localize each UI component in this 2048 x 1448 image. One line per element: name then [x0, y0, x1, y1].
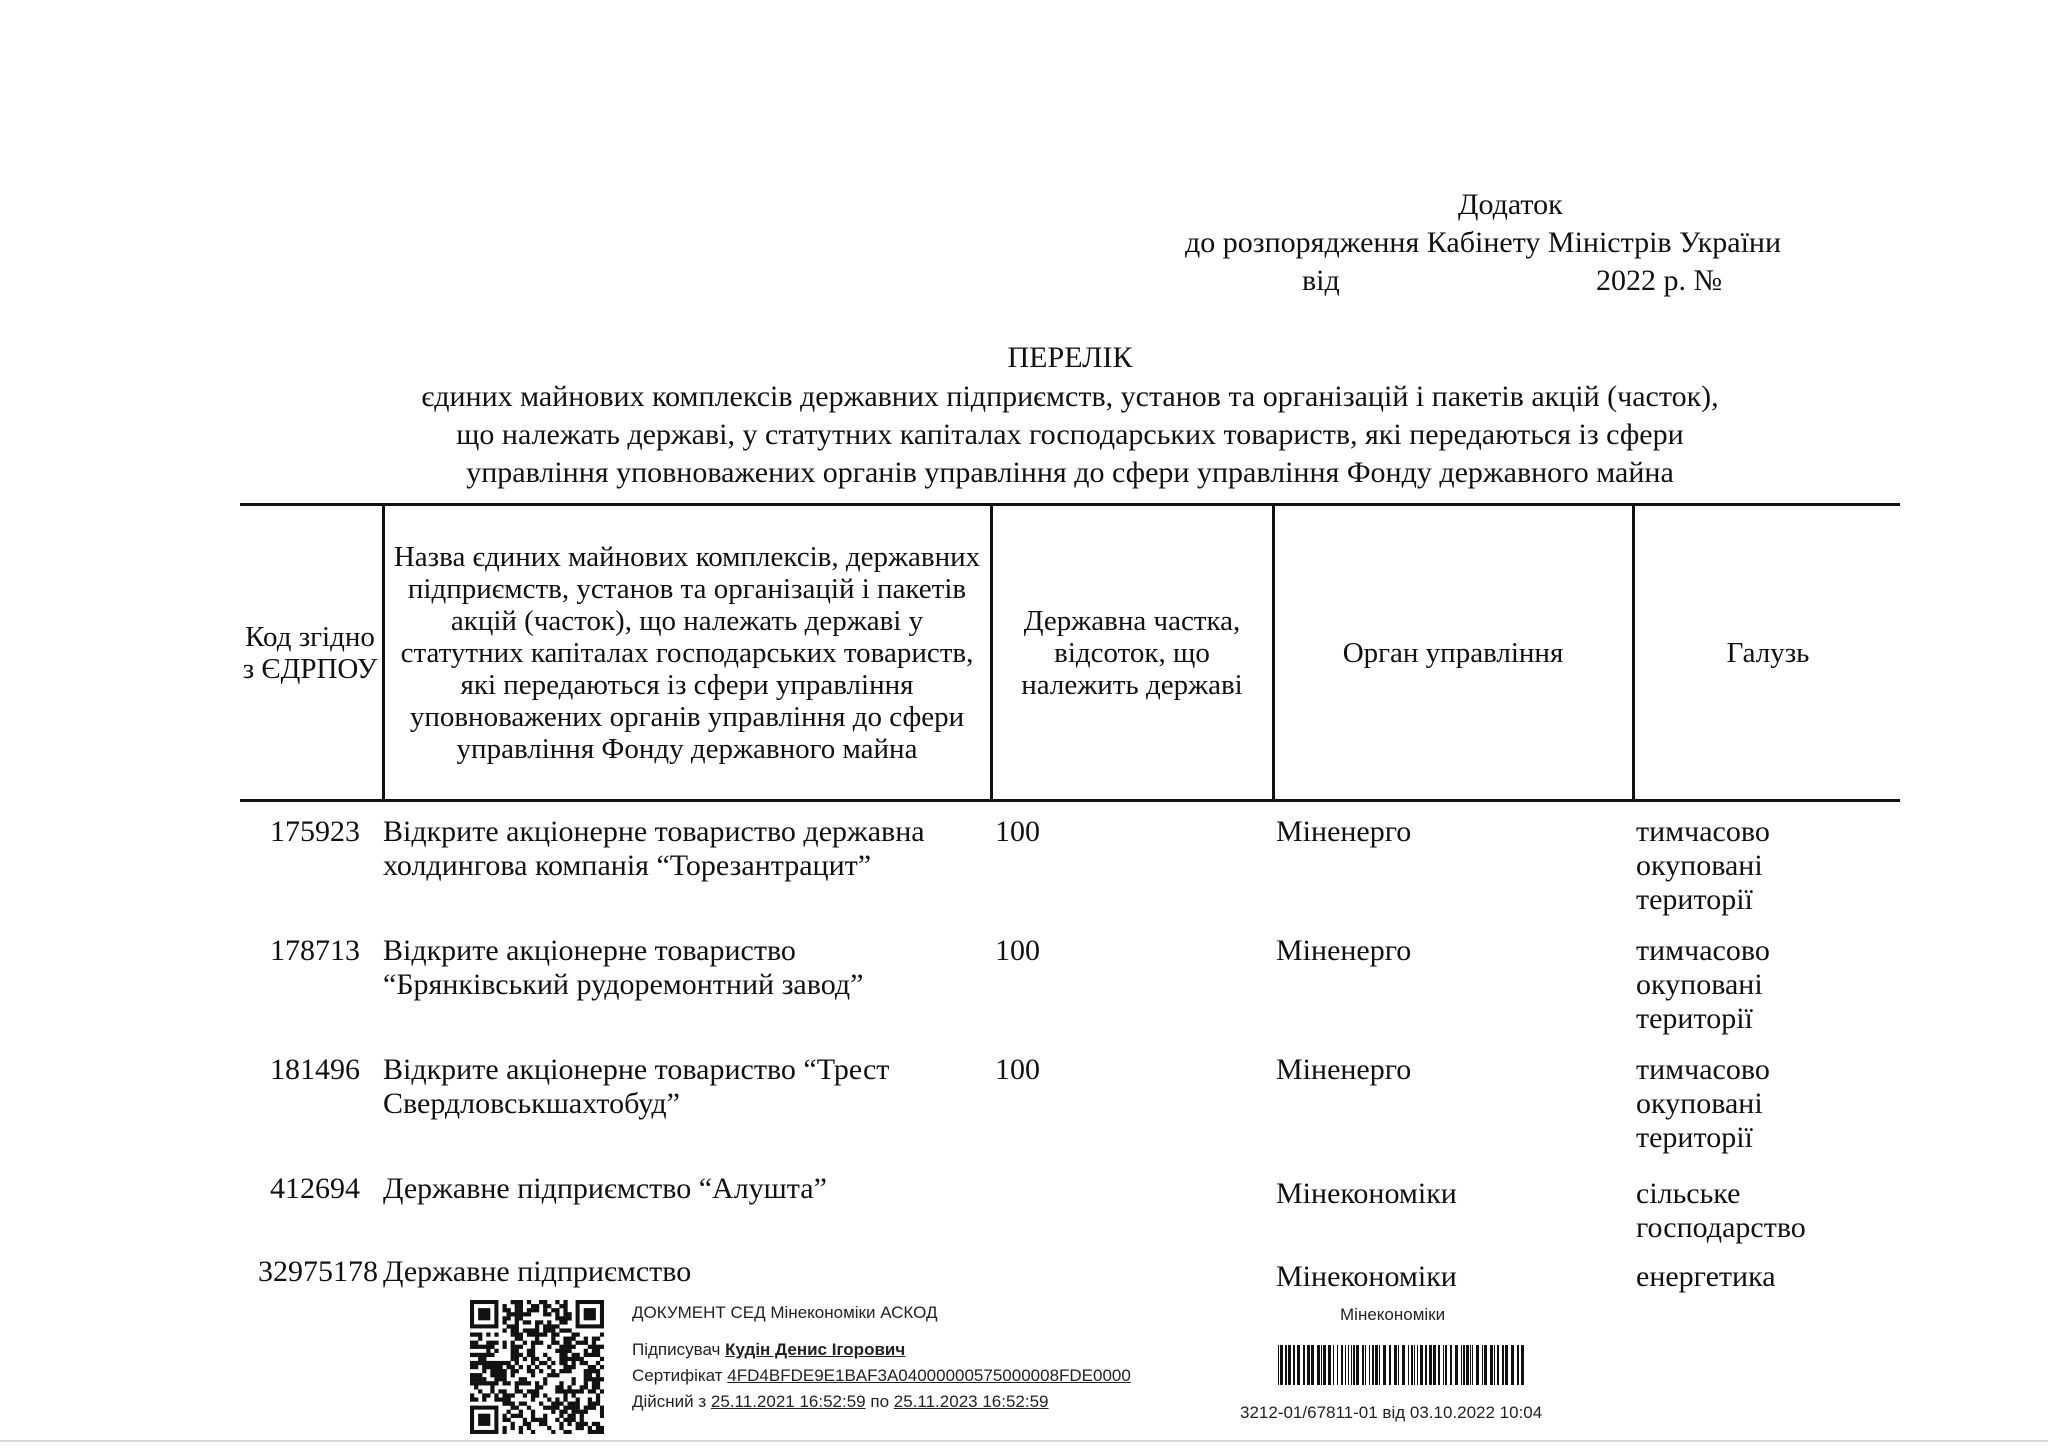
qr-code-icon [470, 1300, 604, 1434]
row-1-industry: тимчасово окуповані території [1636, 815, 1770, 916]
stamp-validity: Дійсний з 25.11.2021 16:52:59 по 25.11.2023 16:52:59 [632, 1392, 1049, 1411]
list-title: ПЕРЕЛІК [1007, 341, 1133, 374]
list-subtitle-line-1: єдиних майнових комплексів державних підприємств, установ та організацій і пакетів акцій (часток), [421, 380, 1719, 413]
header-authority: Орган управління [1342, 637, 1564, 669]
header-industry: Галузь [1726, 637, 1810, 669]
row-4-authority: Мінекономіки [1276, 1177, 1457, 1210]
row-1-name: Відкрите акціонерне товариство державна холдингова компанія “Торезантрацит” [383, 815, 925, 882]
scan-edge-line [0, 1440, 2048, 1442]
row-3-authority: Міненерго [1276, 1053, 1412, 1086]
certificate-number: 4FD4BFDE9E1BAF3A04000000575000008FDE0000 [727, 1366, 1131, 1385]
stamp-certificate: Сертифікат 4FD4BFDE9E1BAF3A04000000575000008FDE0000 [632, 1366, 1131, 1385]
row-2-authority: Міненерго [1276, 934, 1412, 967]
valid-to: 25.11.2023 16:52:59 [893, 1392, 1049, 1411]
row-1-authority: Міненерго [1276, 815, 1412, 848]
row-3-industry: тимчасово окуповані території [1636, 1053, 1770, 1154]
registration-number: 3212-01/67811-01 від 03.10.2022 10:04 [1240, 1403, 1543, 1422]
list-subtitle-line-3: управління уповноважених органів управління до сфери управління Фонду державного майна [466, 456, 1674, 489]
row-5-code: 32975178 [258, 1255, 378, 1288]
row-3-code: 181496 [270, 1053, 360, 1086]
annex-title: Додаток [1458, 188, 1563, 221]
row-5-industry: енергетика [1636, 1260, 1776, 1293]
signer-name: Кудін Денис Ігорович [725, 1340, 906, 1359]
row-4-name: Державне підприємство “Алушта” [383, 1172, 827, 1205]
row-1-share: 100 [995, 815, 1040, 848]
row-4-code: 412694 [270, 1172, 360, 1205]
annex-decree: до розпорядження Кабінету Міністрів України [1185, 226, 1782, 259]
column-divider [382, 505, 385, 801]
barcode-icon [1278, 1345, 1528, 1385]
row-2-industry: тимчасово окуповані території [1636, 934, 1770, 1035]
row-3-share: 100 [995, 1053, 1040, 1086]
valid-from: 25.11.2021 16:52:59 [710, 1392, 866, 1411]
header-code: Код згідно з ЄДРПОУ [242, 621, 378, 685]
row-2-name: Відкрите акціонерне товариство “Брянківський рудоремонтний завод” [383, 934, 864, 1001]
row-5-authority: Мінекономіки [1276, 1260, 1457, 1293]
stamp-document-label: ДОКУМЕНТ СЕД Мінекономіки АСКОД [632, 1303, 938, 1322]
row-3-name: Відкрите акціонерне товариство “Трест Свердловськшахтобуд” [383, 1053, 890, 1120]
row-2-code: 178713 [270, 934, 360, 967]
annex-date-suffix: 2022 р. № [1596, 264, 1723, 297]
column-divider [990, 505, 993, 801]
stamp-signer: Підписувач Кудін Денис Ігорович [632, 1340, 906, 1359]
row-5-name: Державне підприємство [383, 1255, 692, 1288]
row-4-industry: сільське господарство [1636, 1177, 1806, 1244]
header-name: Назва єдиних майнових комплексів, державних підприємств, установ та організацій і пакетів акцій (часток), що належать державі у статутних капіталах господарських товариств, які передаються із сфери управління уповноважених органів управління до сфери управління Фонду державного майна [393, 541, 981, 765]
row-2-share: 100 [995, 934, 1040, 967]
list-subtitle-line-2: що належать державі, у статутних капіталах господарських товариств, які передаються із сфери [456, 418, 1684, 451]
column-divider [1632, 505, 1635, 801]
column-divider [1272, 505, 1275, 801]
stamp-organization: Мінекономіки [1340, 1305, 1446, 1324]
header-share: Державна частка, відсоток, що належить державі [1021, 605, 1243, 701]
row-1-code: 175923 [270, 815, 360, 848]
annex-date-prefix: від [1302, 264, 1340, 297]
table-top-rule [240, 503, 1900, 506]
table-header-rule [240, 799, 1900, 802]
